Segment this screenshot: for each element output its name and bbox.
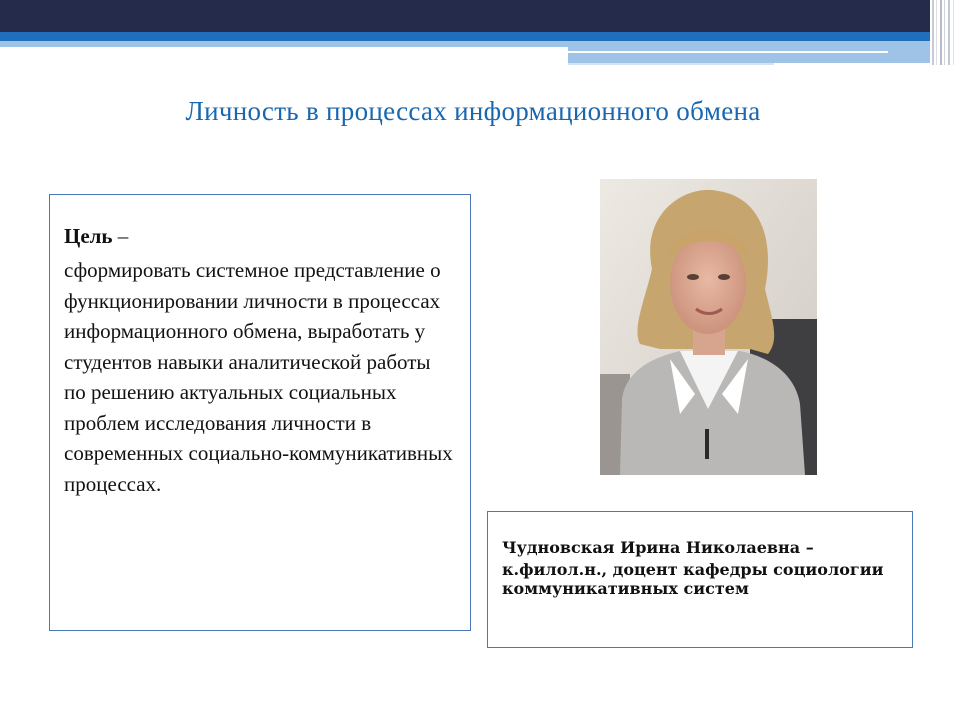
author-name: Чудновская Ирина Николаевна – bbox=[502, 538, 814, 557]
author-details: к.филол.н., доцент кафедры социологии коммуникативных систем bbox=[502, 560, 884, 598]
portrait-photo bbox=[600, 179, 817, 475]
goal-heading bbox=[64, 223, 456, 250]
header-bar-blue bbox=[0, 32, 930, 41]
portrait-illustration bbox=[600, 179, 817, 475]
header-band-line bbox=[568, 51, 888, 53]
goal-heading-label: Цель bbox=[64, 224, 113, 248]
header-stripes bbox=[930, 0, 960, 65]
goal-box bbox=[49, 194, 471, 631]
header-bar-light bbox=[0, 41, 568, 47]
goal-heading-dash: – bbox=[112, 224, 129, 248]
header-band-underline bbox=[568, 63, 774, 65]
slide-title: Личность в процессах информационного обмена bbox=[185, 96, 761, 126]
author-box bbox=[487, 511, 913, 648]
header-bar-navy bbox=[0, 0, 930, 32]
goal-text: сформировать системное представление о функционировании личности в процессах информационного обмена, выработать у студентов навыки аналитической работы по решению актуальных социальных проблем исследования личности в современных социально-коммуникативных процессах. bbox=[64, 258, 453, 496]
